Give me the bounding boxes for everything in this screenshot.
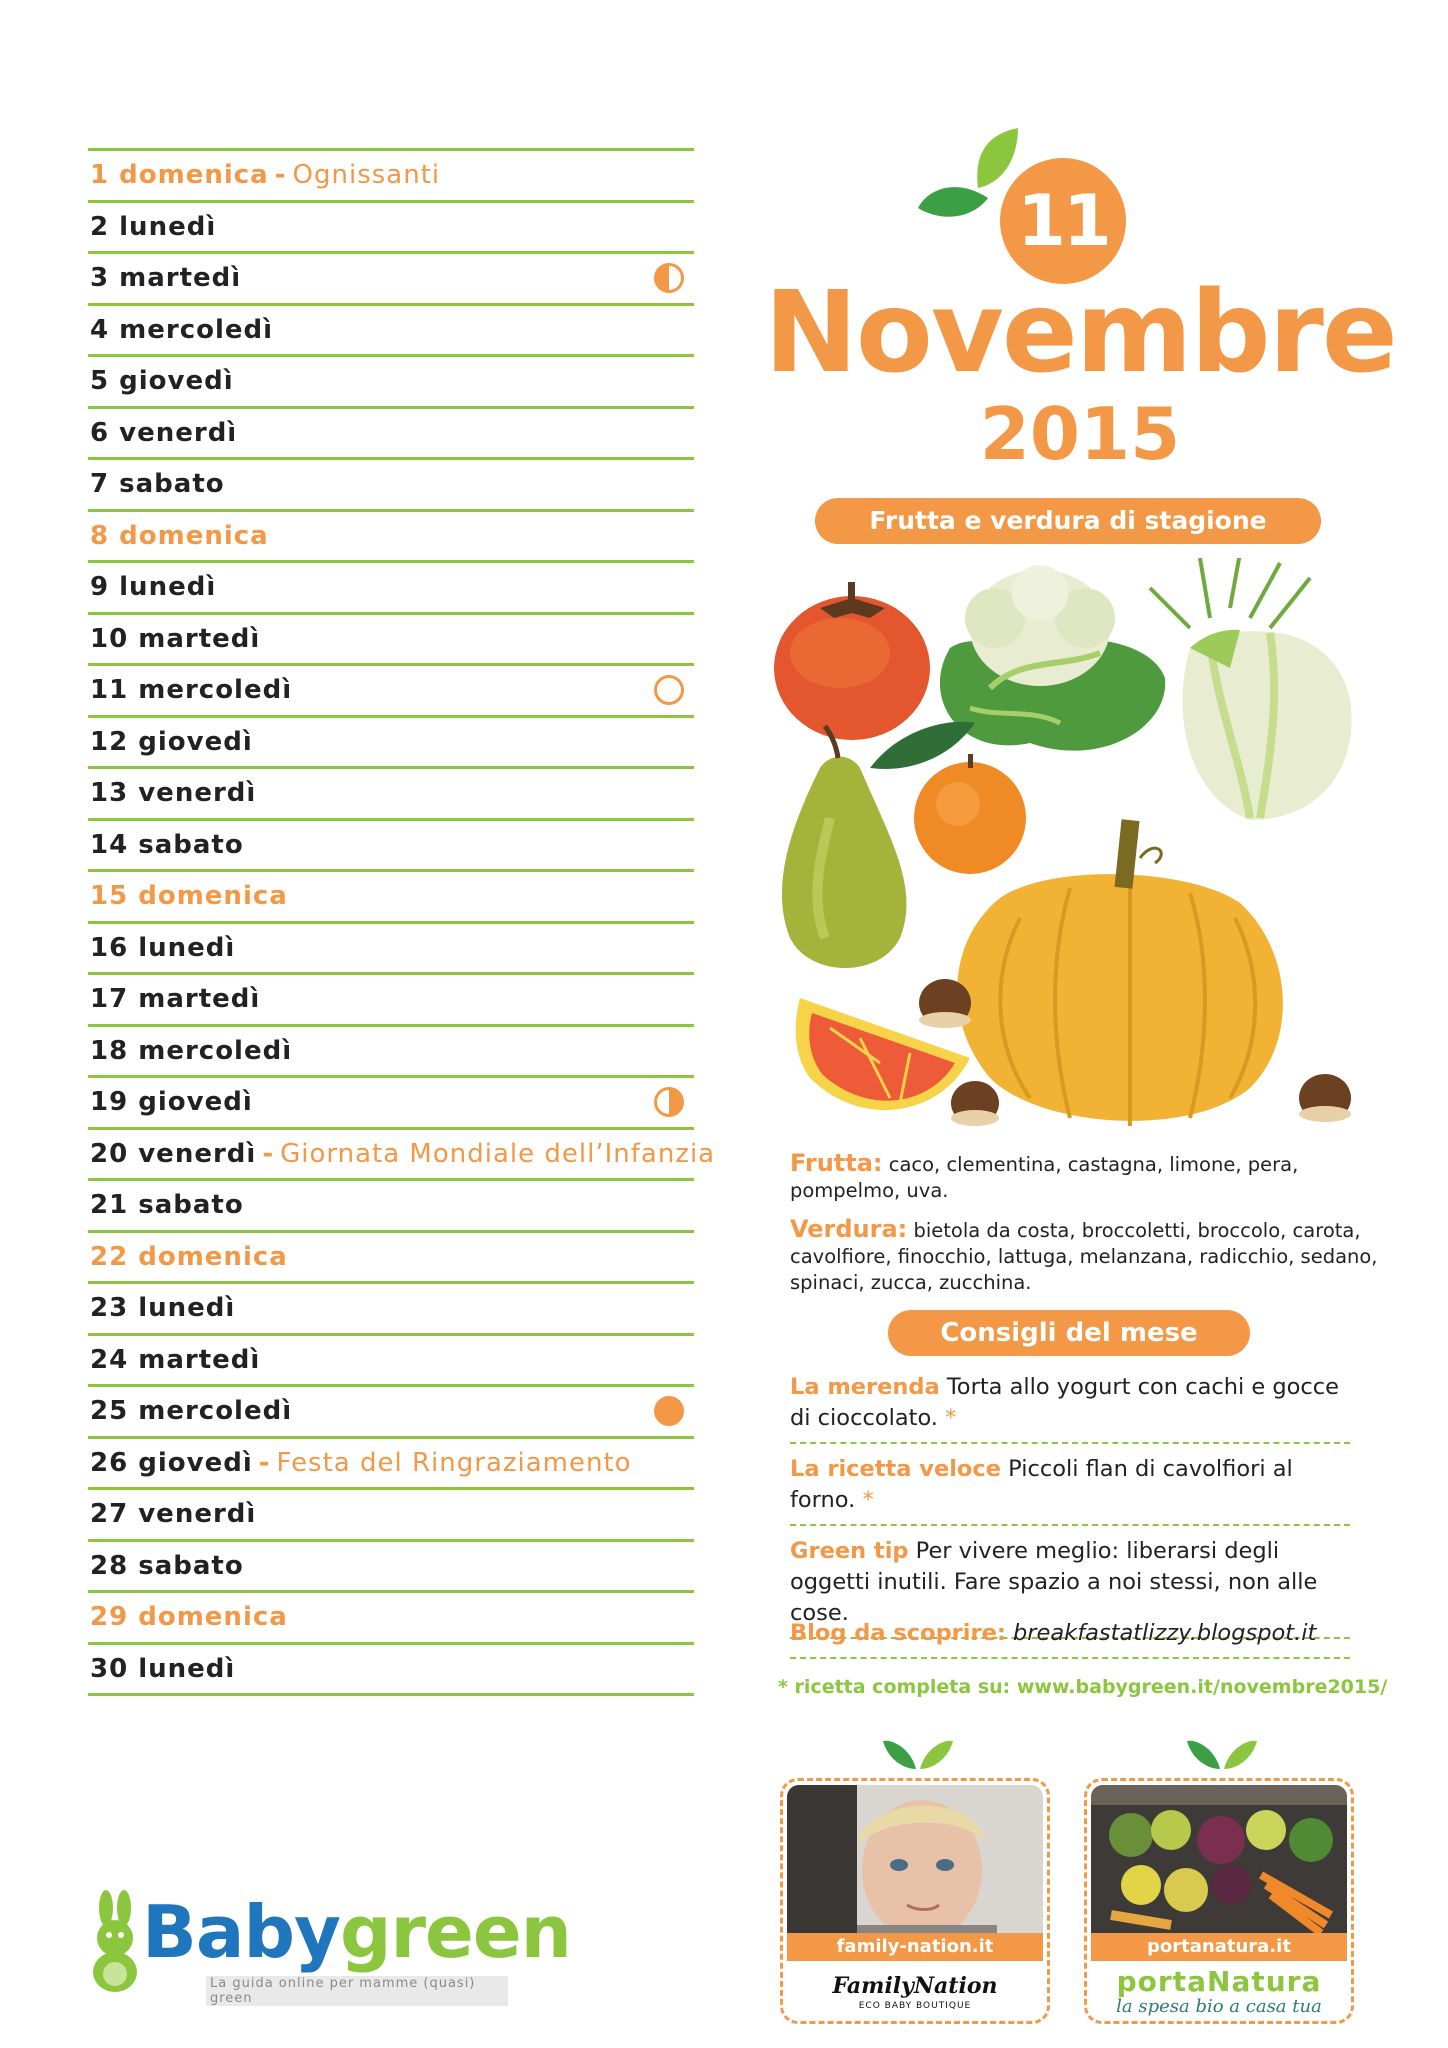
day-label: 15 domenica bbox=[90, 881, 288, 912]
day-label: 25 mercoledì bbox=[90, 1396, 293, 1427]
day-label: 12 giovedì bbox=[90, 726, 253, 757]
fennel-illustration bbox=[1150, 558, 1352, 820]
day-row bbox=[88, 975, 694, 1027]
day-row bbox=[88, 718, 694, 770]
leaf-icon bbox=[883, 1731, 953, 1771]
bunny-icon bbox=[88, 1890, 142, 1994]
tips-heading: Consigli del mese bbox=[888, 1310, 1250, 1356]
sponsor-url[interactable]: family-nation.it bbox=[787, 1933, 1043, 1961]
tip-quick-recipe bbox=[790, 1454, 1350, 1526]
recipe-footnote: * ricetta completa su: www.babygreen.it/novembre2015/ bbox=[778, 1676, 1388, 1698]
day-label: 10 martedì bbox=[90, 623, 261, 654]
moon-phase-first-icon bbox=[654, 1087, 684, 1117]
sponsor-card-family-nation[interactable] bbox=[780, 1778, 1050, 2024]
logo-wordmark bbox=[142, 1890, 571, 1974]
day-label: 20 venerdì bbox=[90, 1138, 257, 1169]
footnote-marker: * bbox=[945, 1405, 957, 1431]
produce-crate-photo bbox=[1091, 1785, 1347, 1935]
fruit-label: Frutta: bbox=[790, 1149, 883, 1177]
day-row bbox=[88, 821, 694, 873]
child-photo bbox=[787, 1785, 1043, 1935]
fruit-items: caco, clementina, castagna, limone, pera, pompelmo, uva. bbox=[790, 1153, 1299, 1202]
day-row bbox=[88, 1645, 694, 1697]
day-row bbox=[88, 1233, 694, 1285]
day-label: 14 sabato bbox=[90, 829, 244, 860]
day-row bbox=[88, 512, 694, 564]
day-label: 7 sabato bbox=[90, 469, 225, 500]
day-label: 5 giovedì bbox=[90, 366, 234, 397]
day-row bbox=[88, 769, 694, 821]
day-row bbox=[88, 409, 694, 461]
day-note-separator: - bbox=[274, 160, 287, 191]
day-note: Festa del Ringraziamento bbox=[276, 1447, 632, 1478]
day-label: 19 giovedì bbox=[90, 1087, 253, 1118]
day-row bbox=[88, 666, 694, 718]
tip-blog-link[interactable]: breakfastatlizzy.blogspot.it bbox=[1013, 1620, 1317, 1646]
moon-phase-last-icon bbox=[654, 263, 684, 293]
day-label: 28 sabato bbox=[90, 1550, 244, 1581]
sponsor-card-portanatura[interactable] bbox=[1084, 1778, 1354, 2024]
day-row bbox=[88, 1336, 694, 1388]
day-label: 26 giovedì bbox=[90, 1447, 253, 1478]
vegetable-label: Verdura: bbox=[790, 1215, 908, 1243]
day-row bbox=[88, 1490, 694, 1542]
day-note: Ognissanti bbox=[292, 160, 441, 191]
day-label: 27 venerdì bbox=[90, 1499, 257, 1530]
tip-snack bbox=[790, 1372, 1350, 1444]
month-number-badge: 11 bbox=[1000, 158, 1126, 284]
tip-blog-label: Blog da scoprire: bbox=[790, 1620, 1006, 1646]
tip-snack-label: La merenda bbox=[790, 1374, 940, 1400]
logo-tagline: La guida online per mamme (quasi) green bbox=[206, 1976, 508, 2006]
day-label: 2 lunedì bbox=[90, 211, 217, 242]
day-row bbox=[88, 1284, 694, 1336]
day-label: 30 lunedì bbox=[90, 1653, 236, 1684]
persimmon-illustration bbox=[774, 582, 930, 740]
day-label: 9 lunedì bbox=[90, 572, 217, 603]
day-row bbox=[88, 1078, 694, 1130]
day-row bbox=[88, 1542, 694, 1594]
day-row bbox=[88, 1130, 716, 1182]
day-label: 17 martedì bbox=[90, 984, 261, 1015]
day-note-separator: - bbox=[258, 1447, 271, 1478]
day-row bbox=[88, 615, 694, 667]
day-label: 1 domenica bbox=[90, 160, 269, 191]
day-row bbox=[88, 306, 694, 358]
tip-green-label: Green tip bbox=[790, 1538, 909, 1564]
day-row bbox=[88, 1439, 694, 1491]
day-label: 16 lunedì bbox=[90, 932, 236, 963]
day-row bbox=[88, 151, 694, 203]
day-note-separator: - bbox=[262, 1138, 275, 1169]
day-label: 18 mercoledì bbox=[90, 1035, 293, 1066]
day-label: 21 sabato bbox=[90, 1190, 244, 1221]
day-row bbox=[88, 563, 694, 615]
moon-phase-full-icon bbox=[654, 675, 684, 705]
day-row bbox=[88, 460, 694, 512]
tip-recipe-label: La ricetta veloce bbox=[790, 1456, 1001, 1482]
day-row bbox=[88, 872, 694, 924]
day-row bbox=[88, 357, 694, 409]
year-title: 2015 bbox=[979, 392, 1181, 476]
sponsor-subtitle: ECO BABY BOUTIQUE bbox=[858, 2001, 972, 2011]
month-title: Novembre bbox=[764, 268, 1396, 398]
sponsor-subtitle: la spesa bio a casa tua bbox=[1116, 1995, 1322, 2017]
sponsor-url[interactable]: portanatura.it bbox=[1091, 1933, 1347, 1961]
fruit-list bbox=[790, 1150, 1390, 1204]
sponsor-brand: FamilyNation bbox=[832, 1973, 998, 1999]
day-row bbox=[88, 1181, 694, 1233]
babygreen-logo[interactable] bbox=[88, 1890, 571, 2006]
day-label: 29 domenica bbox=[90, 1602, 288, 1633]
logo-word-green: green bbox=[339, 1890, 571, 1974]
day-label: 22 domenica bbox=[90, 1241, 288, 1272]
tip-recipe-text: Piccoli flan di cavolfiori al forno. bbox=[790, 1456, 1293, 1513]
portanatura-logo bbox=[1091, 1964, 1347, 2017]
tip-snack-text: Torta allo yogurt con cachi e gocce di cioccolato. bbox=[790, 1374, 1340, 1431]
day-label: 23 lunedì bbox=[90, 1293, 236, 1324]
day-label: 4 mercoledì bbox=[90, 314, 274, 345]
day-row bbox=[88, 254, 694, 306]
day-row bbox=[88, 924, 694, 976]
day-note: Giornata Mondiale dell’Infanzia bbox=[280, 1138, 716, 1169]
day-label: 24 martedì bbox=[90, 1344, 261, 1375]
sponsor-brand: portaNatura bbox=[1116, 1964, 1322, 1998]
tip-green-text: Per vivere meglio: liberarsi degli oggetti inutili. Fare spazio a noi stessi, non alle cose. bbox=[790, 1538, 1318, 1626]
pumpkin-illustration bbox=[957, 819, 1283, 1126]
clementine-illustration bbox=[914, 754, 1026, 874]
family-nation-logo bbox=[787, 1967, 1043, 2017]
day-label: 3 martedì bbox=[90, 263, 242, 294]
day-row bbox=[88, 1593, 694, 1645]
seasonal-produce-illustration bbox=[770, 558, 1380, 1138]
leaf-icon bbox=[1187, 1731, 1257, 1771]
tip-blog bbox=[790, 1618, 1350, 1659]
day-row bbox=[88, 1027, 694, 1079]
vegetable-list bbox=[790, 1216, 1390, 1296]
day-label: 6 venerdì bbox=[90, 417, 238, 448]
day-row bbox=[88, 203, 694, 255]
day-row bbox=[88, 1387, 694, 1439]
footnote-marker: * bbox=[862, 1487, 874, 1513]
day-label: 13 venerdì bbox=[90, 778, 257, 809]
day-label: 11 mercoledì bbox=[90, 675, 293, 706]
logo-word-baby: Baby bbox=[142, 1890, 340, 1974]
moon-phase-new-icon bbox=[654, 1396, 684, 1426]
seasonal-produce-heading: Frutta e verdura di stagione bbox=[815, 498, 1321, 544]
day-label: 8 domenica bbox=[90, 520, 269, 551]
day-list bbox=[88, 148, 716, 1696]
vegetable-items: bietola da costa, broccoletti, broccolo, carota, cavolfiore, finocchio, lattuga, melanzana, radicchio, sedano, spinaci, zucca, zucchina. bbox=[790, 1219, 1378, 1294]
